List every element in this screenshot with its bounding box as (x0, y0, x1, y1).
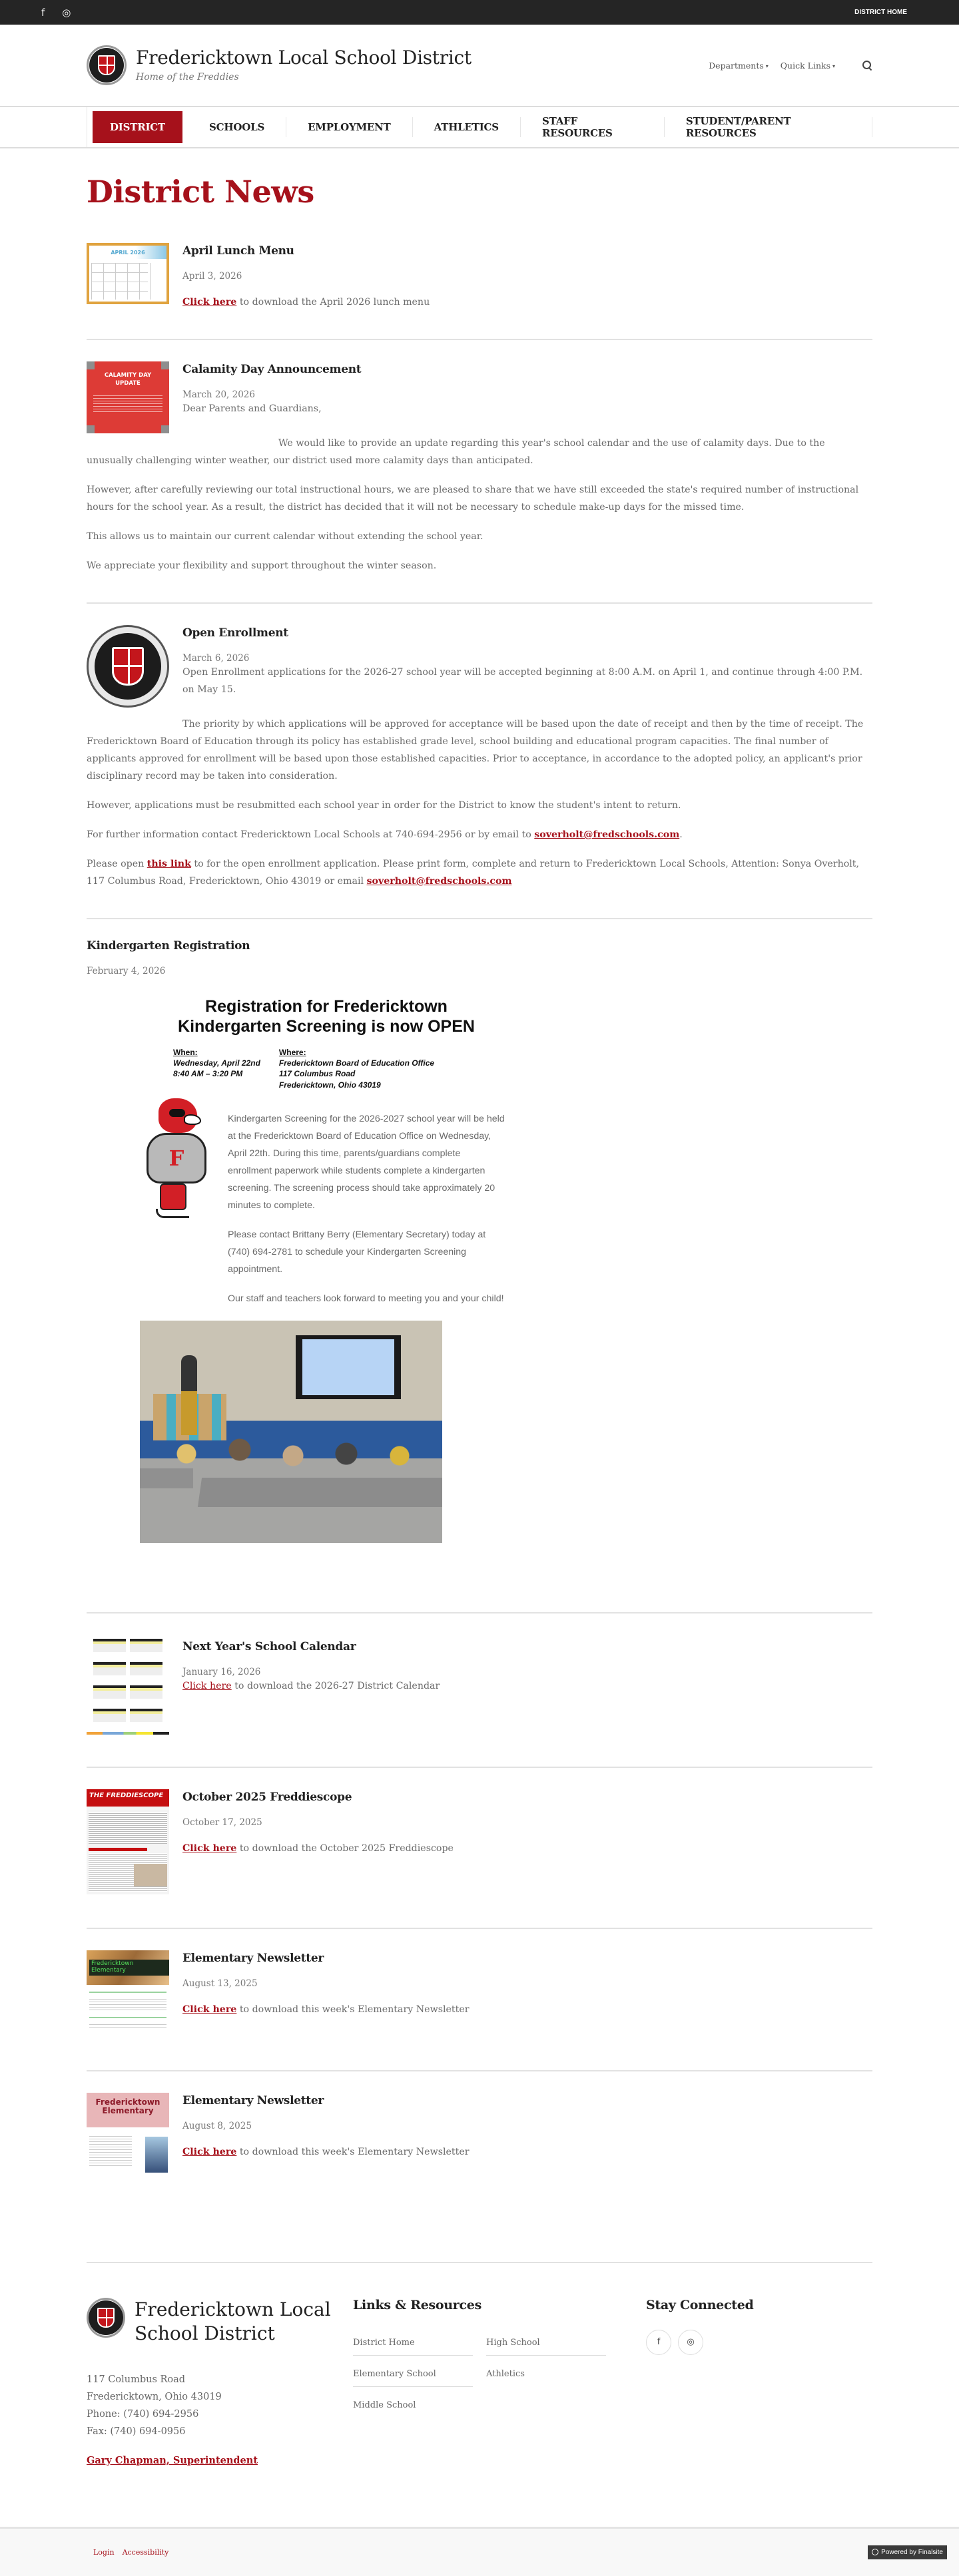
news-list (87, 242, 872, 2242)
footer-link-middle-school[interactable]: Middle School (353, 2400, 416, 2410)
email-link[interactable]: soverholt@fredschools.com (366, 876, 512, 887)
superintendent-link[interactable]: Gary Chapman, Superintendent (87, 2454, 258, 2466)
header-utility (709, 60, 872, 71)
links-heading: Links & Resources (353, 2297, 481, 2312)
news-item (87, 624, 872, 919)
poster-body: Kindergarten Screening for the 2026-2027 school year will be held at the Fredericktown Board of Education Office on Wednesday, April 22th. During this time, parents/guardians complete enrollment paperwork while students complete a kindergarten screening. The screening process should take approximately 20 minutes to complete. Please contact Brittany Berry (Elementary Secretary) today at (740) 694-2781 to schedule your Kindergarten Screening appointment. Our staff and teachers look forward to meeting you and your child! (228, 1113, 505, 1304)
elementary-newsletter-thumbnail[interactable]: Fredericktown Elementary (87, 2093, 169, 2179)
news-title[interactable]: Elementary Newsletter (182, 2093, 324, 2107)
news-item (87, 2091, 872, 2242)
elementary-newsletter-thumbnail[interactable]: Fredericktown Elementary (87, 1950, 169, 2037)
news-paragraph: However, applications must be resubmitted each school year in order for the District to know the student's intent to return. (87, 800, 681, 811)
news-title[interactable]: Kindergarten Registration (87, 939, 250, 953)
quick-links-label: Quick Links (780, 60, 830, 71)
instagram-icon[interactable]: ◎ (678, 2330, 703, 2355)
district-seal-thumbnail[interactable] (87, 625, 169, 708)
footer-social (646, 2298, 754, 2527)
footer-address: 117 Columbus Road Fredericktown, Ohio 43019 Phone: (740) 694-2956 Fax: (740) 694-0956 (87, 2374, 222, 2437)
news-date: April 3, 2026 (182, 271, 242, 282)
news-date: January 16, 2026 (182, 1666, 261, 1677)
facebook-icon[interactable]: f (41, 6, 45, 19)
main-nav (0, 106, 959, 148)
download-link[interactable]: Click here (182, 297, 237, 308)
news-greeting: Dear Parents and Guardians, (182, 403, 322, 414)
facebook-icon[interactable]: f (646, 2330, 671, 2355)
news-paragraph: However, after carefully reviewing our total instructional hours, we are pleased to share that we have still exceeded the state's required number of instructional hours for the school year. As a result, the district has decided that it will not be necessary to schedule make-up days for the missed time. (87, 485, 859, 513)
footer-link-high-school[interactable]: High School (486, 2335, 606, 2356)
news-paragraph: The priority by which applications will be approved for acceptance will be based upon the date of receipt and then by the time of receipt. The Fredericktown Board of Education through its policy has established grade level, school building and educational program capacities. The final number of applicants approved for enrollment will be based upon those established capacities. Prior to acceptance, in accordance to the adopted policy, an applicant's prior disciplinary record may be taken into consideration. (87, 719, 864, 781)
news-date: February 4, 2026 (87, 966, 166, 976)
top-social-links (41, 7, 71, 19)
nav-item-employment[interactable]: EMPLOYMENT (286, 117, 413, 137)
top-bar (0, 0, 959, 25)
news-item (87, 242, 872, 340)
connect-heading: Stay Connected (646, 2297, 754, 2312)
nav-item-student-parent-resources[interactable]: STUDENT/PARENT RESOURCES (665, 117, 872, 137)
download-link[interactable]: Click here (182, 2004, 237, 2015)
classroom-photo (140, 1321, 442, 1543)
login-link[interactable]: Login (93, 2547, 115, 2557)
page-title: District News (87, 174, 314, 210)
brand[interactable] (87, 45, 472, 85)
site-title: Fredericktown Local School District (136, 46, 472, 69)
poster-headline: Registration for Fredericktown Kindergarten Screening is now OPEN (178, 997, 475, 1036)
departments-dropdown[interactable] (709, 61, 769, 71)
powered-by-badge[interactable]: Powered by Finalsite (868, 2545, 947, 2559)
footer-contact (87, 2298, 353, 2527)
news-paragraph: We appreciate your flexibility and support throughout the winter season. (87, 560, 437, 571)
poster-when-where: When: Wednesday, April 22nd 8:40 AM – 3:20 PM Where: Fredericktown Board of Education Office 117 Columbus Road Fredericktown, Ohio 43019 (173, 1048, 435, 1090)
news-item (87, 939, 872, 1613)
footer-title: Fredericktown Local School District (135, 2298, 331, 2344)
site-footer (0, 2263, 959, 2527)
news-title[interactable]: Elementary Newsletter (182, 1951, 324, 1965)
site-tagline: Home of the Freddies (136, 72, 239, 83)
download-link[interactable]: Click here (182, 1842, 237, 1854)
news-date: March 6, 2026 (182, 653, 250, 664)
news-contact: For further information contact Fredericktown Local Schools at 740-694-2956 or by email to soverholt@fredschools.com. (87, 829, 683, 840)
site-header (0, 25, 959, 106)
quick-links-dropdown[interactable] (781, 61, 835, 71)
caret-down-icon: ▾ (832, 63, 835, 69)
nav-item-athletics[interactable]: ATHLETICS (413, 117, 521, 137)
download-link[interactable]: Click here (182, 2146, 237, 2157)
main-content (0, 148, 959, 2242)
district-seal-logo (87, 45, 127, 85)
news-date: August 13, 2025 (182, 1978, 258, 1989)
lunch-menu-thumbnail[interactable]: APRIL 2026 (87, 243, 169, 304)
calamity-day-thumbnail[interactable]: CALAMITY DAY UPDATE (87, 361, 169, 433)
search-icon[interactable] (862, 60, 872, 71)
departments-label: Departments (709, 60, 764, 71)
news-intro: Open Enrollment applications for the 2026-27 school year will be accepted beginning at 8:00 A.M. on April 1, and continue through 4:00 P.M. on May 15. (182, 667, 863, 695)
nav-item-district[interactable]: DISTRICT (93, 111, 182, 143)
download-link[interactable]: Click here (182, 1680, 232, 1691)
news-body: Click here to download the October 2025 Freddiescope (182, 1842, 454, 1854)
news-body: Click here to download the April 2026 lunch menu (182, 297, 430, 308)
finalsite-logo-icon (872, 2549, 878, 2555)
freddiescope-thumbnail[interactable]: THE FREDDIESCOPE (87, 1789, 169, 1894)
news-item (87, 1788, 872, 1929)
bottom-bar (0, 2527, 959, 2576)
footer-link-athletics[interactable]: Athletics (486, 2368, 525, 2379)
accessibility-link[interactable]: Accessibility (122, 2547, 169, 2557)
news-body: Click here to download the 2026-27 District Calendar (182, 1680, 440, 1691)
news-paragraph: We would like to provide an update regarding this year's school calendar and the use of calamity days. Due to the unusually challenging winter weather, our district used more calamity days than anticipated. (87, 438, 825, 466)
news-title[interactable]: October 2025 Freddiescope (182, 1790, 352, 1804)
news-item (87, 1633, 872, 1768)
district-home-link[interactable]: DISTRICT HOME (854, 9, 907, 16)
district-seal-logo (87, 2298, 125, 2338)
footer-link-district-home[interactable]: District Home (353, 2335, 473, 2356)
footer-links (353, 2298, 646, 2527)
footer-link-elementary-school[interactable]: Elementary School (353, 2366, 473, 2387)
news-date: March 20, 2026 (182, 389, 255, 400)
nav-item-staff-resources[interactable]: STAFF RESOURCES (521, 117, 665, 137)
instagram-icon[interactable]: ◎ (62, 6, 71, 19)
cardinal-mascot-image: F (140, 1098, 220, 1225)
calendar-thumbnail[interactable] (87, 1635, 169, 1735)
news-paragraph: This allows us to maintain our current calendar without extending the school year. (87, 531, 483, 542)
news-date: October 17, 2025 (182, 1817, 262, 1828)
news-title[interactable]: April Lunch Menu (182, 244, 294, 258)
news-item (87, 1949, 872, 2071)
caret-down-icon: ▾ (765, 63, 769, 69)
news-body: Click here to download this week's Elementary Newsletter (182, 2146, 470, 2157)
application-link[interactable]: this link (147, 859, 191, 869)
news-date: August 8, 2025 (182, 2120, 252, 2131)
news-title[interactable]: Open Enrollment (182, 626, 288, 640)
news-title[interactable]: Next Year's School Calendar (182, 1639, 356, 1653)
nav-item-schools[interactable]: SCHOOLS (188, 117, 286, 137)
news-form-info: Please open this link to for the open enrollment application. Please print form, complete and return to Fredericktown Local Schools, Attention: Sonya Overholt, 117 Columbus Road, Fredericktown, Ohio 43019 or email soverholt@fredschools.com (87, 859, 860, 887)
email-link[interactable]: soverholt@fredschools.com (534, 829, 680, 840)
news-title[interactable]: Calamity Day Announcement (182, 363, 362, 376)
news-body: Click here to download this week's Elementary Newsletter (182, 2004, 470, 2015)
kindergarten-poster (133, 996, 506, 1315)
news-item (87, 360, 872, 604)
